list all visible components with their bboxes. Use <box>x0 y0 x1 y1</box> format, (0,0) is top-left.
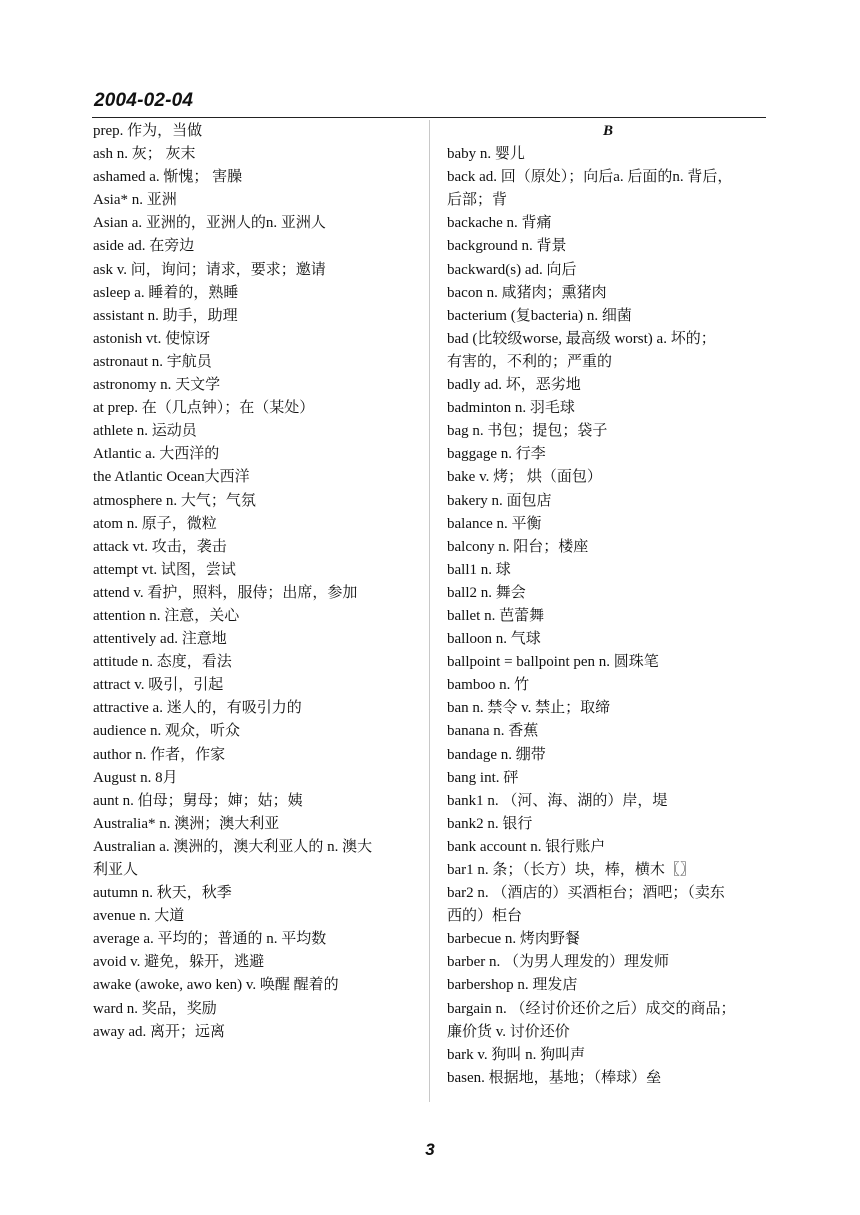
dictionary-entry-line: the Atlantic Ocean大西洋 <box>93 469 250 486</box>
dictionary-entry-line: avenue n. 大道 <box>93 908 185 925</box>
dictionary-entry-line: Atlantic a. 大西洋的 <box>93 446 220 463</box>
dictionary-entry-line: average a. 平均的；普通的 n. 平均数 <box>93 931 327 948</box>
dictionary-entry-line: bandage n. 绷带 <box>447 746 546 763</box>
dictionary-entry-line: bargain n. （经讨价还价之后）成交的商品； <box>447 1000 736 1017</box>
dictionary-entry-line: ash n. 灰； 灰末 <box>93 146 196 163</box>
page-number: 3 <box>425 1140 435 1159</box>
dictionary-entry-line: basen. 根据地，基地；（棒球）垒 <box>447 1069 662 1086</box>
dictionary-entry-line: backward(s) ad. 向后 <box>447 261 577 278</box>
dictionary-entry-line: atmosphere n. 大气；气氛 <box>93 492 256 509</box>
dictionary-entry-line: bakery n. 面包店 <box>447 492 552 509</box>
left-column <box>93 120 415 1044</box>
dictionary-entry-line: Asian a. 亚洲的，亚洲人的n. 亚洲人 <box>93 215 326 232</box>
dictionary-entry-line: badly ad. 坏，恶劣地 <box>447 377 581 394</box>
dictionary-entry-line: astronomy n. 天文学 <box>93 377 221 394</box>
dictionary-entry-line: background n. 背景 <box>447 238 567 255</box>
dictionary-entry-line: Australia* n. 澳洲；澳大利亚 <box>93 815 280 832</box>
dictionary-entry-line: ward n. 奖品，奖励 <box>93 1000 217 1017</box>
dictionary-entry-line: attend v. 看护，照料，服侍；出席，参加 <box>93 584 358 601</box>
dictionary-entry-line: Asia* n. 亚洲 <box>93 192 177 209</box>
dictionary-entry-line: barbecue n. 烤肉野餐 <box>447 931 580 948</box>
dictionary-entry-line: ballet n. 芭蕾舞 <box>447 607 545 624</box>
dictionary-entry-line: balance n. 平衡 <box>447 515 542 532</box>
dictionary-entry-line: bad (比较级worse, 最高级 worst) a. 坏的； <box>447 330 716 347</box>
dictionary-entry-line: attract v. 吸引，引起 <box>93 677 224 694</box>
header-date: 2004-02-04 <box>94 90 194 111</box>
dictionary-entry-line: astronaut n. 宇航员 <box>93 353 212 370</box>
dictionary-entry-line: assistant n. 助手，助理 <box>93 307 238 324</box>
dictionary-entry-line: attempt vt. 试图，尝试 <box>93 561 236 578</box>
dictionary-entry-line: 廉价货 v. 讨价还价 <box>447 1023 570 1040</box>
dictionary-entry-line: barber n. （为男人理发的）理发师 <box>447 954 670 971</box>
dictionary-entry-line: banana n. 香蕉 <box>447 723 539 740</box>
dictionary-entry-line: author n. 作者，作家 <box>93 746 226 763</box>
dictionary-entry-line: attention n. 注意，关心 <box>93 607 240 624</box>
dictionary-entry-line: bacon n. 咸猪肉；熏猪肉 <box>447 284 607 301</box>
dictionary-entry-line: 西的）柜台 <box>447 908 523 925</box>
dictionary-entry-line: attack vt. 攻击，袭击 <box>93 538 227 555</box>
dictionary-entry-line: bar1 n. 条；（长方）块，棒，横木〖〗 <box>447 862 695 878</box>
dictionary-entry-line: atom n. 原子，微粒 <box>93 515 217 532</box>
dictionary-entry-line: bar2 n. （酒店的）买酒柜台；酒吧；（卖东 <box>447 885 725 902</box>
dictionary-entry-line: bacterium (复bacteria) n. 细菌 <box>447 307 632 324</box>
dictionary-entry-line: attitude n. 态度，看法 <box>93 654 232 671</box>
dictionary-entry-line: bank1 n. （河、海、湖的）岸，堤 <box>447 792 668 809</box>
dictionary-entry-line: back ad. 回（原处）；向后a. 后面的n. 背后， <box>447 169 733 186</box>
dictionary-entry-line: bank account n. 银行账户 <box>447 838 606 855</box>
dictionary-entry-line: bank2 n. 银行 <box>447 815 533 832</box>
dictionary-entry-line: backache n. 背痛 <box>447 215 552 232</box>
dictionary-entry-line: aunt n. 伯母；舅母；婶；姑；姨 <box>93 792 303 809</box>
dictionary-entry-line: avoid v. 避免，躲开，逃避 <box>93 954 265 971</box>
dictionary-entry-line: balcony n. 阳台；楼座 <box>447 538 589 555</box>
dictionary-entry-line: balloon n. 气球 <box>447 631 541 648</box>
dictionary-entry-line: attractive a. 迷人的，有吸引力的 <box>93 700 302 717</box>
dictionary-entry-line: baby n. 婴儿 <box>447 146 525 163</box>
dictionary-entry-line: ask v. 问，询问；请求，要求；邀请 <box>93 261 326 278</box>
dictionary-entry-line: autumn n. 秋天，秋季 <box>93 885 232 902</box>
dictionary-entry-line: ballpoint = ballpoint pen n. 圆珠笔 <box>447 654 659 671</box>
dictionary-entry-line: 后部；背 <box>447 192 508 209</box>
column-divider <box>429 120 430 1102</box>
dictionary-entry-line: bag n. 书包；提包；袋子 <box>447 423 608 440</box>
dictionary-entry-line: astonish vt. 使惊讶 <box>93 330 211 347</box>
dictionary-entry-line: bang int. 砰 <box>447 769 519 786</box>
dictionary-entry-line: ball1 n. 球 <box>447 561 511 578</box>
dictionary-entry-line: bark v. 狗叫 n. 狗叫声 <box>447 1046 586 1063</box>
dictionary-entry-line: ashamed a. 惭愧； 害臊 <box>93 169 243 186</box>
dictionary-entry-line: 利亚人 <box>93 862 139 878</box>
dictionary-entry-line: away ad. 离开；远离 <box>93 1023 226 1040</box>
dictionary-entry-line: bake v. 烤； 烘（面包） <box>447 469 602 486</box>
dictionary-entry-line: prep. 作为，当做 <box>93 123 203 139</box>
dictionary-entry-line: 有害的，不利的；严重的 <box>447 353 613 370</box>
section-letter: B <box>602 123 613 139</box>
dictionary-entry-line: ball2 n. 舞会 <box>447 584 526 601</box>
dictionary-entry-line: bamboo n. 竹 <box>447 677 530 694</box>
dictionary-entry-line: baggage n. 行李 <box>447 446 546 463</box>
dictionary-entry-line: attentively ad. 注意地 <box>93 631 227 648</box>
dictionary-entry-line: ban n. 禁令 v. 禁止；取缔 <box>447 700 611 717</box>
dictionary-entry-line: aside ad. 在旁边 <box>93 238 195 255</box>
dictionary-entry-line: barbershop n. 理发店 <box>447 977 578 994</box>
dictionary-entry-line: audience n. 观众，听众 <box>93 723 241 740</box>
dictionary-entry-line: athlete n. 运动员 <box>93 423 197 440</box>
dictionary-entry-line: badminton n. 羽毛球 <box>447 400 575 417</box>
header-rule <box>92 117 766 118</box>
dictionary-entry-line: asleep a. 睡着的，熟睡 <box>93 284 239 301</box>
right-column <box>447 120 769 1090</box>
dictionary-entry-line: awake (awoke, awo ken) v. 唤醒 醒着的 <box>93 977 339 994</box>
dictionary-entry-line: at prep. 在（几点钟）；在（某处） <box>93 400 315 417</box>
dictionary-entry-line: August n. 8月 <box>93 769 178 786</box>
dictionary-entry-line: Australian a. 澳洲的，澳大利亚人的 n. 澳大 <box>93 838 373 855</box>
right-column-entries <box>447 143 769 1090</box>
